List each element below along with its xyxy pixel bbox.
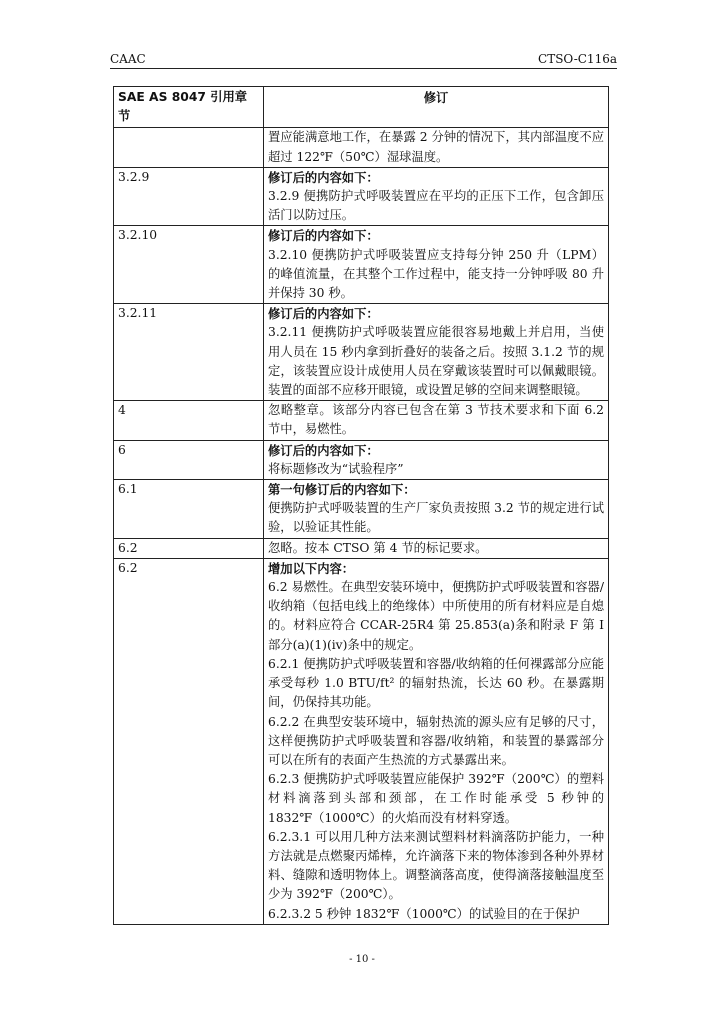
table-row — [114, 167, 609, 226]
revision-cell — [264, 401, 609, 440]
table-body — [114, 128, 609, 924]
section-cell: 3.2.11 — [114, 304, 264, 401]
revision-cell — [264, 480, 609, 539]
table-row — [114, 401, 609, 440]
table-row — [114, 440, 609, 479]
section-cell: 6.1 — [114, 480, 264, 539]
column-header-section: SAE AS 8047 引用章节 — [114, 87, 264, 128]
section-cell: 6.2 — [114, 558, 264, 924]
revision-paragraph: 忽略整章。该部分内容已包含在第 3 节技术要求和下面 6.2 节中，易燃性。 — [268, 403, 604, 437]
section-cell: 3.2.9 — [114, 167, 264, 226]
page-number: - 10 - — [349, 954, 375, 965]
revision-table — [113, 86, 609, 925]
table-header-row — [114, 87, 609, 128]
revision-paragraph: 置应能满意地工作，在暴露 2 分钟的情况下，其内部温度不应超过 122℉（50℃）湿球温度。 — [268, 130, 604, 164]
column-header-revision: 修订 — [264, 87, 609, 128]
section-cell: 4 — [114, 401, 264, 440]
revision-title: 修订后的内容如下： — [268, 169, 379, 185]
table-row — [114, 480, 609, 539]
revision-paragraph: 6.2.2 在典型安装环境中，辐射热流的源头应有足够的尺寸，这样便携防护式呼吸装置和容器/收纳箱，和装置的暴露部分可以在所有的表面产生热流的方式暴露出来。 — [268, 714, 604, 767]
revision-paragraph: 3.2.10 便携防护式呼吸装置应支持每分钟 250 升（LPM）的峰值流量，在其整个工作过程中，能支持一分钟呼吸 80 升并保持 30 秒。 — [268, 247, 604, 301]
header-doc-id: CTSO-C116a — [538, 52, 617, 66]
section-cell: 6 — [114, 440, 264, 479]
table-row — [114, 226, 609, 304]
revision-title: 修订后的内容如下： — [268, 306, 379, 322]
revision-cell — [264, 226, 609, 304]
revision-paragraph: 3.2.9 便携防护式呼吸装置应在平均的正压下工作，包含卸压活门以防过压。 — [268, 189, 604, 223]
revision-title: 修订后的内容如下： — [268, 228, 379, 244]
table-row — [114, 128, 609, 167]
revision-cell — [264, 558, 609, 924]
revision-title: 修订后的内容如下： — [268, 442, 379, 458]
revision-paragraph: 6.2.3.2 5 秒钟 1832℉（1000℃）的试验目的在于保护 — [268, 906, 580, 921]
table-row — [114, 538, 609, 558]
revision-paragraph: 3.2.11 便携防护式呼吸装置应能很容易地戴上并启用，当使用人员在 15 秒内拿到折叠好的装备之后。按照 3.1.2 节的规定，该装置应设计成使用人员在穿戴该装置时可以佩戴眼镜。装置的面部不应移开眼镜，或设置足够的空间来调整眼镜。 — [268, 325, 604, 398]
revision-cell — [264, 304, 609, 401]
revision-paragraph: 便携防护式呼吸装置的生产厂家负责按照 3.2 节的规定进行试验，以验证其性能。 — [268, 501, 604, 535]
revision-title: 第一句修订后的内容如下： — [268, 482, 416, 498]
revision-paragraph: 6.2.1 便携防护式呼吸装置和容器/收纳箱的任何裸露部分应能承受每秒 1.0 BTU/ft² 的辐射热流，长达 60 秒。在暴露期间，仍保持其功能。 — [268, 656, 604, 710]
revision-paragraph: 6.2 易燃性。在典型安装环境中，便携防护式呼吸装置和容器/收纳箱（包括电线上的绝缘体）中所使用的所有材料应是自熄的。材料应符合 CCAR-25R4 第 25.853(a)条和附录 F 第 I 部分(a)(1)(iv)条中的规定。 — [268, 580, 604, 652]
table-row — [114, 304, 609, 401]
header-org: CAAC — [110, 52, 146, 66]
revision-paragraph: 6.2.3 便携防护式呼吸装置应能保护 392℉（200℃）的塑料材料滴落到头部和颈部，在工作时能承受 5 秒钟的 1832℉（1000℃）的火焰而没有材料穿透。 — [268, 772, 604, 825]
revision-cell — [264, 167, 609, 226]
revision-title: 增加以下内容： — [268, 560, 355, 576]
revision-cell — [264, 440, 609, 479]
revision-paragraph: 将标题修改为“试验程序” — [268, 461, 404, 476]
revision-cell — [264, 538, 609, 558]
revision-paragraph: 6.2.3.1 可以用几种方法来测试塑料材料滴落防护能力，一种方法就是点燃聚丙烯棒，允许滴落下来的物体渗到各种外界材料、缝隙和透明物体上。调整滴落高度，使得滴落接触温度至少为 392℉（200℃）。 — [268, 829, 604, 902]
revision-cell — [264, 128, 609, 167]
table-row — [114, 558, 609, 924]
section-cell: 6.2 — [114, 538, 264, 558]
revision-paragraph: 忽略。按本 CTSO 第 4 节的标记要求。 — [268, 540, 488, 555]
section-cell: 3.2.10 — [114, 226, 264, 304]
section-cell — [114, 128, 264, 167]
page-header — [110, 50, 617, 69]
